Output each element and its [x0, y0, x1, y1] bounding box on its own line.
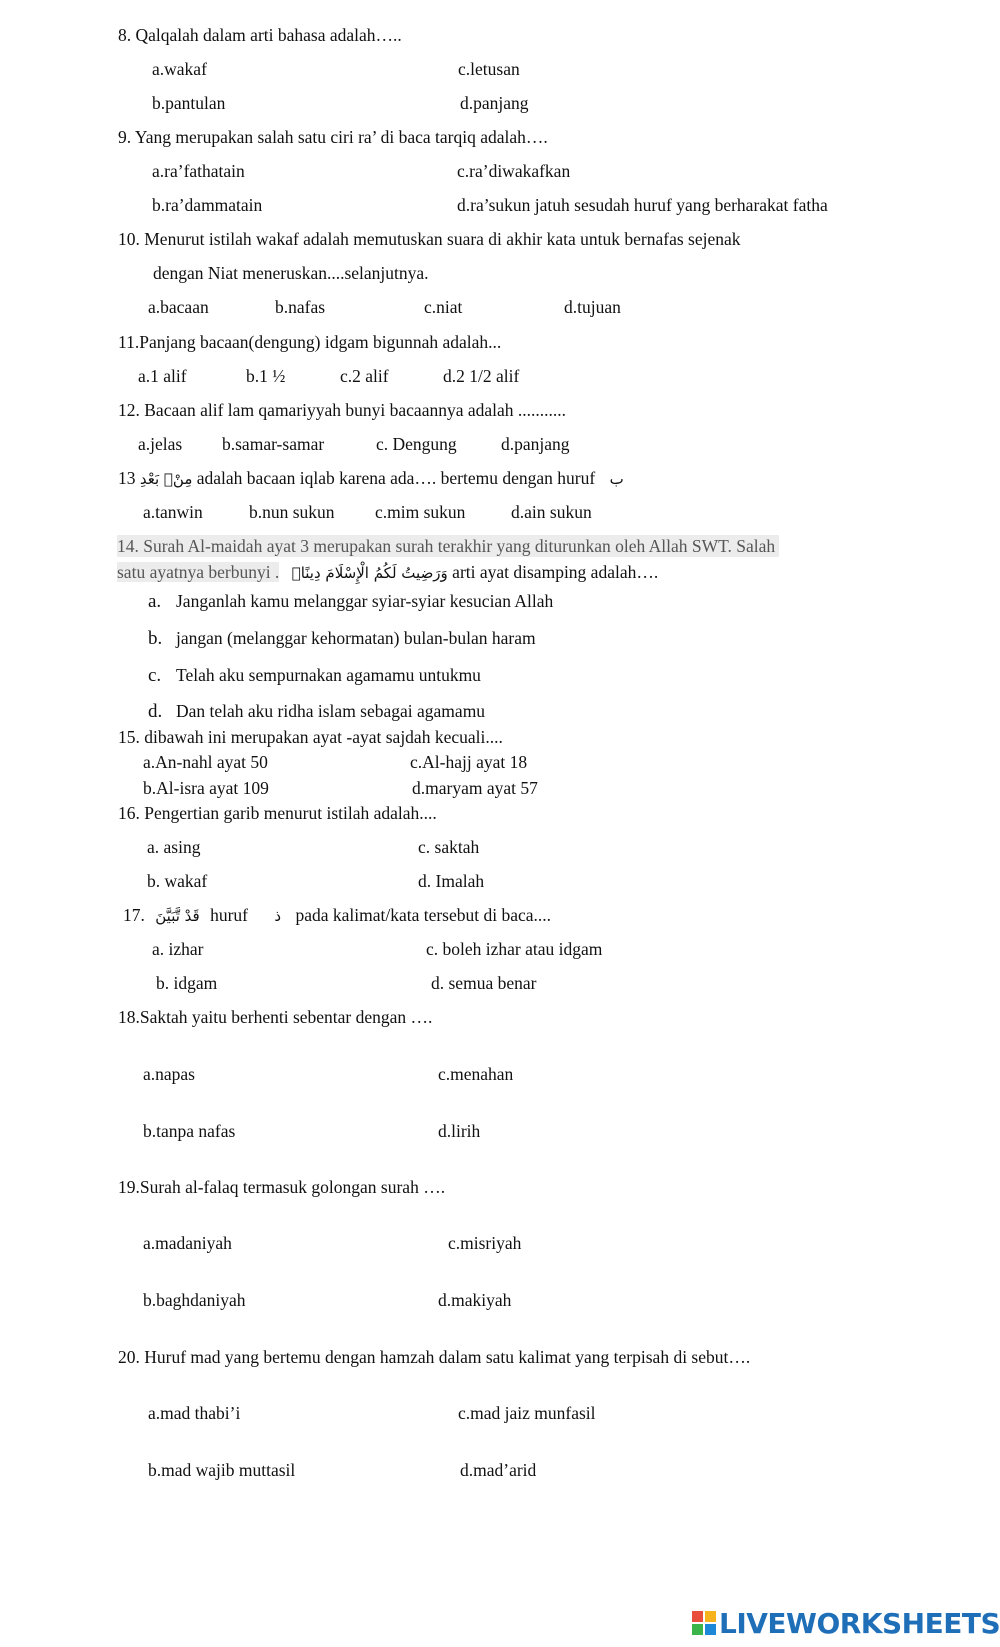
q14-option-b-text: jangan (melanggar kehormatan) bulan-bulan haram: [176, 628, 536, 648]
q8-option-b[interactable]: b.pantulan: [152, 93, 226, 113]
q10-option-b[interactable]: b.nafas: [275, 297, 326, 317]
q13-stem-line: [118, 467, 624, 490]
q18-option-d[interactable]: d.lirih: [438, 1121, 481, 1141]
q14-option-a[interactable]: [148, 590, 553, 613]
q11-stem: 11.Panjang bacaan(dengung) idgam bigunnah adalah...: [118, 332, 502, 352]
q20-option-d[interactable]: d.mad’arid: [460, 1460, 537, 1480]
q13-option-c[interactable]: c.mim sukun: [375, 502, 466, 522]
q17-stem: pada kalimat/kata tersebut di baca....: [295, 905, 552, 925]
q20-option-c[interactable]: c.mad jaiz munfasil: [458, 1403, 596, 1423]
q15-option-c[interactable]: c.Al-hajj ayat 18: [410, 752, 528, 772]
q14-stem-part1: satu ayatnya berbunyi .: [117, 562, 280, 582]
q15-option-d[interactable]: d.maryam ayat 57: [412, 778, 538, 798]
q10-option-d[interactable]: d.tujuan: [564, 297, 621, 317]
brand-name: LIVEWORKSHEETS: [719, 1606, 1000, 1640]
q10-option-c[interactable]: c.niat: [424, 297, 463, 317]
logo-square-1: [692, 1611, 703, 1622]
q18-option-a[interactable]: a.napas: [143, 1064, 195, 1084]
q9-option-c[interactable]: c.ra’diwakafkan: [457, 161, 571, 181]
q17-option-b[interactable]: b. idgam: [156, 973, 218, 993]
q14-stem-part2: arti ayat disamping adalah….: [452, 562, 659, 582]
liveworksheets-logo: [692, 1606, 1000, 1640]
q13-option-d[interactable]: d.ain sukun: [511, 502, 592, 522]
q19-option-c[interactable]: c.misriyah: [448, 1233, 522, 1253]
q19-stem: 19.Surah al-falaq termasuk golongan surah ….: [118, 1177, 446, 1197]
q14-option-d-text: Dan telah aku ridha islam sebagai agamamu: [176, 701, 486, 721]
q14-option-c[interactable]: [148, 664, 481, 687]
q13-number: 13: [118, 468, 136, 488]
q15-stem: 15. dibawah ini merupakan ayat -ayat sajdah kecuali....: [118, 727, 503, 747]
q18-option-b[interactable]: b.tanpa nafas: [143, 1121, 236, 1141]
q11-option-c[interactable]: c.2 alif: [340, 366, 389, 386]
q16-option-c[interactable]: c. saktah: [418, 837, 480, 857]
q17-option-c[interactable]: c. boleh izhar atau idgam: [426, 939, 603, 959]
q8-option-a[interactable]: a.wakaf: [152, 59, 207, 79]
q14-option-b[interactable]: [148, 627, 536, 650]
q14-option-a-text: Janganlah kamu melanggar syiar-syiar kesucian Allah: [176, 591, 554, 611]
q17-stem-line: [123, 904, 551, 927]
q13-option-a[interactable]: a.tanwin: [143, 502, 203, 522]
q18-option-c[interactable]: c.menahan: [438, 1064, 514, 1084]
q14-option-c-text: Telah aku sempurnakan agamamu untukmu: [176, 665, 481, 685]
q19-option-d[interactable]: d.makiyah: [438, 1290, 512, 1310]
q14-option-b-letter: b.: [148, 628, 163, 649]
q9-option-d[interactable]: d.ra’sukun jatuh sesudah huruf yang berharakat fatha: [457, 195, 828, 215]
q8-option-c[interactable]: c.letusan: [458, 59, 520, 79]
q13-arabic-letter: ب: [609, 470, 624, 488]
q13-stem: adalah bacaan iqlab karena ada…. bertemu dengan huruf: [196, 468, 596, 488]
q14-option-c-letter: c.: [148, 665, 162, 686]
q17-option-d[interactable]: d. semua benar: [431, 973, 537, 993]
q15-option-a[interactable]: a.An-nahl ayat 50: [143, 752, 268, 772]
q17-arabic-phrase: قَدْ تَّبَيَّنَ: [155, 907, 200, 925]
q16-option-d[interactable]: d. Imalah: [418, 871, 485, 891]
q10-stem-line1: 10. Menurut istilah wakaf adalah memutuskan suara di akhir kata untuk bernafas sejenak: [118, 229, 741, 249]
q13-option-b[interactable]: b.nun sukun: [249, 502, 335, 522]
q14-stem-line2: [117, 561, 658, 584]
q14-option-d[interactable]: [148, 700, 485, 723]
q11-option-a[interactable]: a.1 alif: [138, 366, 187, 386]
q14-option-a-letter: a.: [148, 591, 162, 612]
q12-option-d[interactable]: d.panjang: [501, 434, 570, 454]
q17-option-a[interactable]: a. izhar: [152, 939, 204, 959]
q10-stem-line2: dengan Niat meneruskan....selanjutnya.: [153, 263, 429, 283]
q13-arabic-phrase: مِنْۢ بَعْدِ: [139, 470, 193, 488]
q14-arabic-verse: وَرَضِيتُ لَكُمُ الْإِسْلَامَ دِينًاۚ: [291, 564, 448, 582]
q12-option-c[interactable]: c. Dengung: [376, 434, 457, 454]
q16-option-a[interactable]: a. asing: [147, 837, 201, 857]
q12-option-b[interactable]: b.samar-samar: [222, 434, 325, 454]
q20-option-b[interactable]: b.mad wajib muttasil: [148, 1460, 296, 1480]
q8-option-d[interactable]: d.panjang: [460, 93, 529, 113]
q17-arabic-letter: ذ: [274, 907, 282, 925]
q16-stem: 16. Pengertian garib menurut istilah adalah....: [118, 803, 437, 823]
q17-word-huruf: huruf: [210, 905, 248, 925]
q19-option-b[interactable]: b.baghdaniyah: [143, 1290, 246, 1310]
q11-option-d[interactable]: d.2 1/2 alif: [443, 366, 520, 386]
q10-option-a[interactable]: a.bacaan: [148, 297, 209, 317]
q8-stem: 8. Qalqalah dalam arti bahasa adalah…..: [118, 25, 402, 45]
logo-square-4: [705, 1624, 716, 1635]
q20-option-a[interactable]: a.mad thabi’i: [148, 1403, 241, 1423]
q19-option-a[interactable]: a.madaniyah: [143, 1233, 232, 1253]
q12-stem: 12. Bacaan alif lam qamariyyah bunyi bacaannya adalah ...........: [118, 400, 567, 420]
q18-stem: 18.Saktah yaitu berhenti sebentar dengan ….: [118, 1007, 433, 1027]
q20-stem: 20. Huruf mad yang bertemu dengan hamzah dalam satu kalimat yang terpisah di sebut….: [118, 1347, 751, 1367]
q11-option-b[interactable]: b.1 ½: [246, 366, 286, 386]
q9-option-a[interactable]: a.ra’fathatain: [152, 161, 245, 181]
q9-option-b[interactable]: b.ra’dammatain: [152, 195, 263, 215]
q12-option-a[interactable]: a.jelas: [138, 434, 183, 454]
q16-option-b[interactable]: b. wakaf: [147, 871, 208, 891]
q15-option-b[interactable]: b.Al-isra ayat 109: [143, 778, 269, 798]
q17-number: 17.: [123, 905, 145, 925]
logo-square-3: [692, 1624, 703, 1635]
q9-stem: 9. Yang merupakan salah satu ciri ra’ di baca tarqiq adalah….: [118, 127, 548, 147]
q14-option-d-letter: d.: [148, 701, 163, 722]
logo-mark-icon: [692, 1611, 716, 1635]
q14-stem-line1: 14. Surah Al-maidah ayat 3 merupakan surah terakhir yang diturunkan oleh Allah SWT. Salah: [117, 535, 779, 557]
logo-square-2: [705, 1611, 716, 1622]
